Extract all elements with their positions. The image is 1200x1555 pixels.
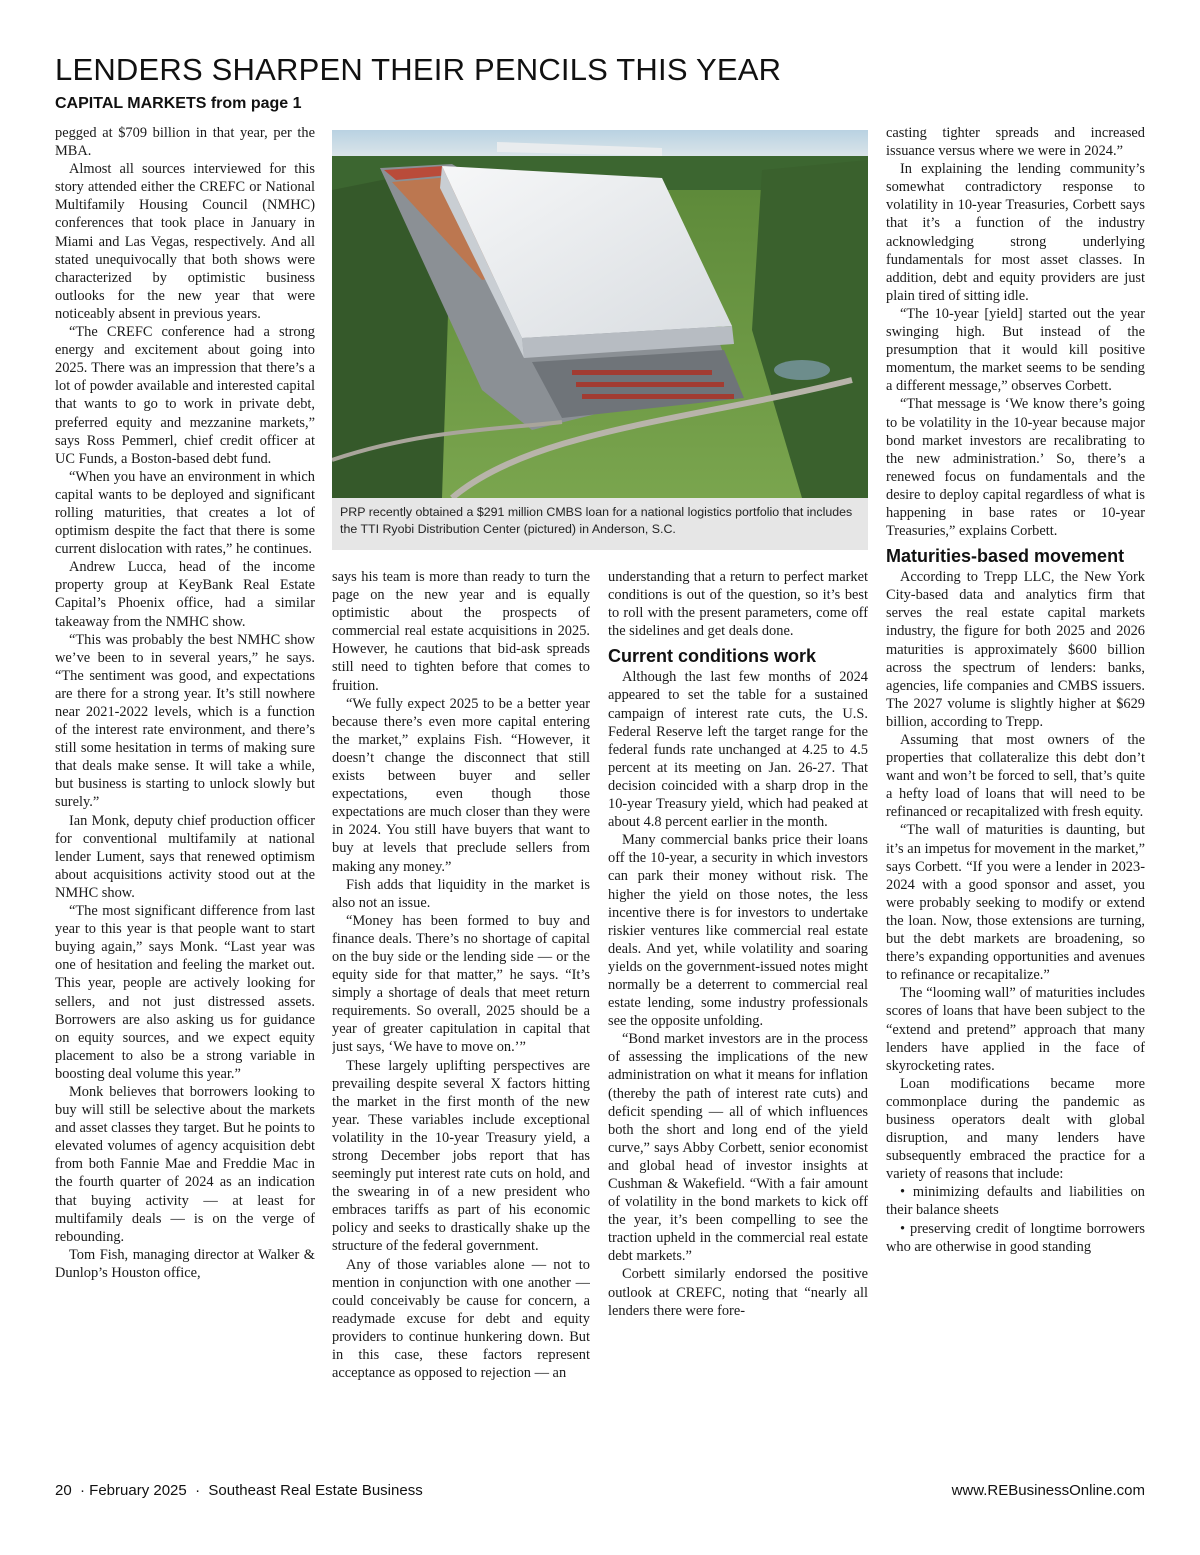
- paragraph: “We fully expect 2025 to be a better year because there’s even more capital entering the market,” explains Fish. “However, it doesn’t change the disconnect that still exists between buyer and seller expectations, even though those expectations are much closer than they were in 2024. You still have buyers that want to buy at levels that preclude sellers from making any money.”: [332, 695, 590, 875]
- paragraph: understanding that a return to perfect market conditions is out of the question, so it’s best to roll with the present parameters, come off the sidelines and get deals done.: [608, 569, 868, 640]
- paragraph: Andrew Lucca, head of the income property group at KeyBank Real Estate Capital’s Phoenix office, had a similar takeaway from the NMHC show.: [55, 559, 315, 630]
- folio: 20 · February 2025 · Southeast Real Estate Business: [55, 1482, 423, 1499]
- paragraph: “The wall of maturities is daunting, but it’s an impetus for movement in the market,” says Corbett. “If you were a lender in 2023-2024 with a good sponsor and asset, you were probably seeking to modify or extend the loan. Now, those extensions are turning, but the debt markets are broadening, so there’s expanding opportunities and avenues to refinance or recapitalize.”: [886, 822, 1145, 984]
- warehouse-aerial-photo: [332, 130, 868, 498]
- article-column-4: [886, 124, 1145, 1478]
- paragraph: Fish adds that liquidity in the market is also not an issue.: [332, 876, 590, 911]
- headline: LENDERS SHARPEN THEIR PENCILS THIS YEAR: [55, 52, 782, 87]
- subheading-maturities: Maturities-based movement: [886, 546, 1125, 567]
- paragraph: “That message is ‘We know there’s going to be volatility in the 10-year because major bond market investors are recalibrating to the new administration.’ So, there’s a renewed focus on fundamentals and the desire to deploy capital regardless of what is happening in base rates or 10-year Treasuries,” explains Corbett.: [886, 396, 1145, 540]
- paragraph: Corbett similarly endorsed the positive outlook at CREFC, noting that “nearly all lenders there were fore-: [608, 1266, 868, 1319]
- bullet-item: • preserving credit of longtime borrowers who are otherwise in good standing: [886, 1220, 1145, 1255]
- paragraph: “This was probably the best NMHC show we’ve been to in several years,” he says. “The sentiment was good, and expectations are there for a strong year. It’s still nowhere near 2021-2022 levels, which is a function of the interest rate environment, and there’s still some hesitation in terms of making sure that deals make sense. It will take a while, but business is starting to unlock slowly but surely.”: [55, 631, 315, 811]
- paragraph: “The most significant difference from last year to this year is that people want to start buying again,” says Monk. “Last year was one of hesitation and feeling the market out. This year, people are actively looking for sellers, and not just distressed assets. Borrowers are also asking us for guidance on equity sources, and we expect equity placement to also be a strong variable in boosting deal volume this year.”: [55, 903, 315, 1082]
- paragraph: “Bond market investors are in the process of assessing the implications of the new administration on what it means for inflation (thereby the path of interest rate cuts) and deficit spending — all of which influences both the short and long end of the yield curve,” says Abby Corbett, senior economist and global head of investor insights at Cushman & Wakefield. “With a fair amount of volatility in the bond markets to kick off the year, it’s been compelling to see the traction upheld in the commercial real estate debt markets.”: [608, 1031, 868, 1265]
- photo-caption: PRP recently obtained a $291 million CMBS loan for a national logistics portfolio that includes the TTI Ryobi Distribution Center (pictured) in Anderson, S.C.: [340, 505, 853, 536]
- paragraph: These largely uplifting perspectives are prevailing despite several X factors hitting the market in the first month of the new year. These variables include exceptional volatility in the 10-year Treasury yield, a strong December jobs report that has seemingly put interest rate cuts on hold, and the swearing in of a new president who embraces tariffs as part of his economic policy and seeks to drastically shake up the structure of the federal government.: [332, 1057, 590, 1255]
- article-column-1: [55, 124, 315, 1478]
- paragraph: Monk believes that borrowers looking to buy will still be selective about the markets and asset classes they target. But he points to elevated volumes of agency acquisition debt from both Fannie Mae and Freddie Mac in the fourth quarter of 2024 as an indication that buying activity — at least for multifamily deals — is on the verge of rebounding.: [55, 1083, 315, 1245]
- paragraph: Many commercial banks price their loans off the 10-year, a security in which investors can park their money without risk. The higher the yield on those notes, the less incentive there is for investors to undertake riskier ventures like commercial real estate deals. And yet, while volatility and soaring yields on the government-issued notes might normally be a deterrent to commercial real estate lending, some industry professionals see the opposite unfolding.: [608, 832, 868, 1030]
- paragraph: “The 10-year [yield] started out the year swinging high. But instead of the presumption that it would kill positive momentum, the market seems to be sending a different message,” observes Corbett.: [886, 305, 1145, 395]
- continued-from-label: CAPITAL MARKETS from page 1: [55, 95, 302, 112]
- article-column-2: [332, 568, 590, 1478]
- paragraph: says his team is more than ready to turn the page on the new year and is equally optimistic about the prospects of commercial real estate acquisitions in 2025. However, he cautions that bid-ask spreads still need to tighten before that comes to fruition.: [332, 569, 590, 694]
- page-footer: [55, 1482, 1145, 1502]
- paragraph: In explaining the lending community’s somewhat contradictory response to volatility in 10-year Treasuries, Corbett says that it’s a function of the industry acknowledging strong underlying fundamentals for most asset classes. In addition, debt and equity providers are just plain tired of sitting idle.: [886, 161, 1145, 304]
- paragraph: Almost all sources interviewed for this story attended either the CREFC or National Multifamily Housing Council (NMHC) conferences that took place in January in Miami and Las Vegas, respectively. And all stated unequivocally that both shows were characterized by optimistic business outlooks for the new year that were noticeably absent in previous years.: [55, 161, 315, 322]
- paragraph: Ian Monk, deputy chief production officer for conventional multifamily at national lender Lument, says that renewed optimism about acquisitions activity stood out at the NMHC show.: [55, 812, 315, 901]
- paragraph: “The CREFC conference had a strong energy and excitement about going into 2025. There was an impression that there’s a lot of powder available and interested capital that wants to go to work in private debt, preferred equity and mezzanine markets,” says Ross Pemmerl, chief credit officer at UC Funds, a Boston-based debt fund.: [55, 324, 315, 467]
- website-url: www.REBusinessOnline.com: [951, 1482, 1145, 1499]
- subheading-current-conditions: Current conditions work: [608, 646, 817, 667]
- paragraph: Tom Fish, managing director at Walker & Dunlop’s Houston office,: [55, 1246, 315, 1281]
- paragraph: pegged at $709 billion in that year, per the MBA.: [55, 125, 315, 160]
- photo-block: [332, 130, 868, 550]
- paragraph: Loan modifications became more commonplace during the pandemic as business operators dealt with global disruption, and many lenders have subsequently embraced the practice for a variety of reasons that include:: [886, 1075, 1145, 1183]
- paragraph: Assuming that most owners of the properties that collateralize this debt don’t want and won’t be forced to sell, that’s quite a hefty load of loans that will need to be refinanced or recapitalized with fresh equity.: [886, 732, 1145, 821]
- paragraph: “When you have an environment in which capital wants to be deployed and significant rolling maturities, that creates a lot of optimism despite the fact that there is some current dislocation with rates,” he continues.: [55, 468, 315, 558]
- bullet-item: • minimizing defaults and liabilities on their balance sheets: [886, 1184, 1145, 1219]
- paragraph: “Money has been formed to buy and finance deals. There’s no shortage of capital on the buy side or the lending side — or the equity side for that matter,” he says. “It’s simply a shortage of deals that meet return requirements. So overall, 2025 should be a year of greater capitulation in capital that just says, ‘We have to move on.’”: [332, 912, 590, 1056]
- paragraph: casting tighter spreads and increased issuance versus where we were in 2024.”: [886, 125, 1145, 160]
- paragraph: According to Trepp LLC, the New York City-based data and analytics firm that serves the real estate capital markets industry, the figure for both 2025 and 2026 maturities is approximately $600 billion across the spectrum of lenders: banks, agencies, life companies and CMBS issuers. The 2027 volume is slightly higher at $629 billion, according to Trepp.: [886, 569, 1145, 730]
- paragraph: Although the last few months of 2024 appeared to set the table for a sustained campaign of interest rate cuts, the U.S. Federal Reserve left the target range for the federal funds rate unchanged at 4.25 to 4.5 percent at its meeting on Jan. 26-27. That decision coincided with a sharp drop in the 10-year Treasury yield, which had peaked at about 4.8 percent earlier in the month.: [608, 669, 868, 831]
- article-column-3: [608, 568, 868, 1478]
- paragraph: The “looming wall” of maturities includes scores of loans that have been subject to the “extend and pretend” approach that many lenders have applied in the face of skyrocketing rates.: [886, 985, 1145, 1074]
- paragraph: Any of those variables alone — not to mention in conjunction with one another — could conceivably be cause for concern, a readymade excuse for debt and equity providers to continue hunkering down. But in this case, these factors represent acceptance as opposed to rejection — an: [332, 1256, 590, 1382]
